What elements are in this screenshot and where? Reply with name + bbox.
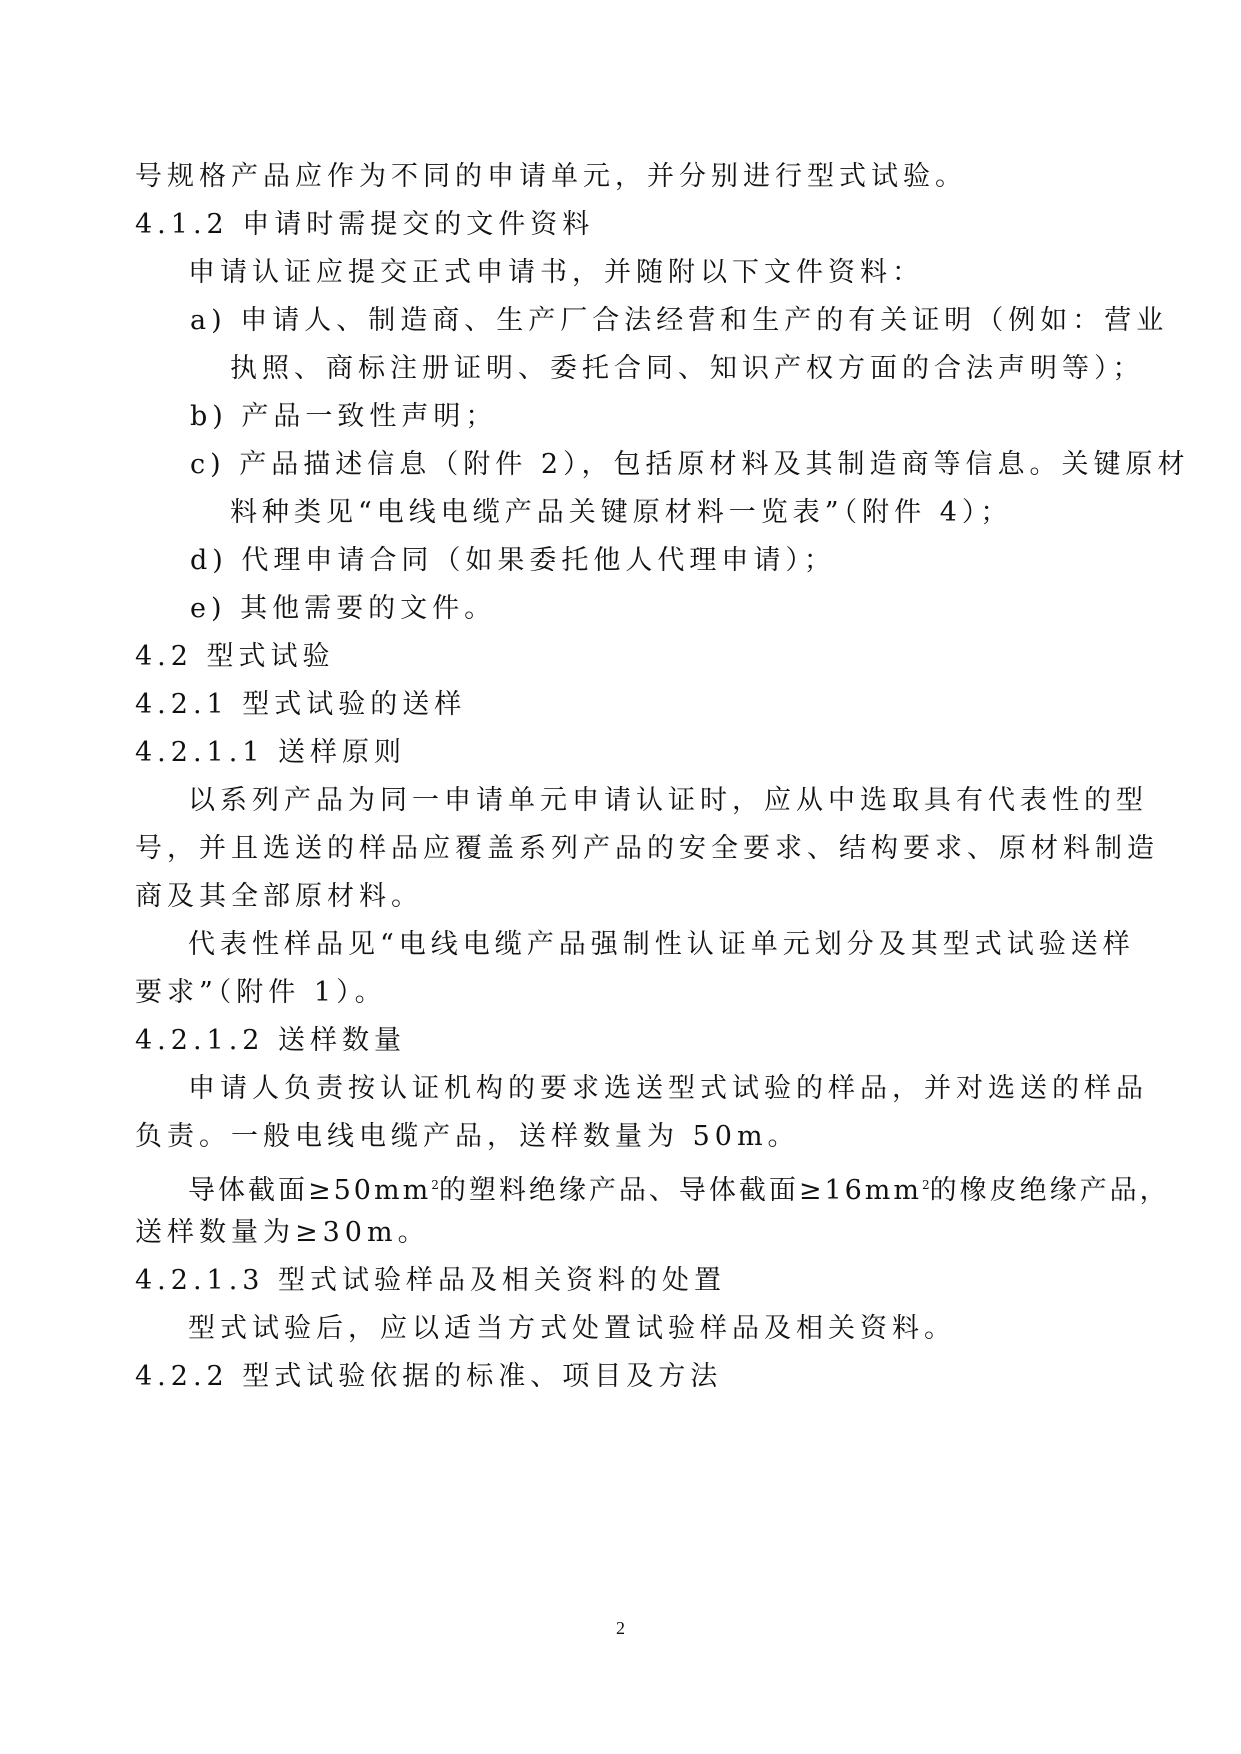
text-line-22-part-1: 导体截面≥50mm <box>188 1175 432 1206</box>
text-line-18: 要求”（附件 1）。 <box>135 977 387 1008</box>
page-number: 2 <box>616 1618 625 1638</box>
section-heading-4-2-1: 4.2.1 型式试验的送样 <box>135 689 467 720</box>
superscript-2-first: 2 <box>431 1178 439 1192</box>
section-heading-4-2-2: 4.2.2 型式试验依据的标准、项目及方法 <box>135 1361 723 1392</box>
text-line-23: 送样数量为≥30m。 <box>135 1217 430 1248</box>
text-line-22-part-3: 的橡皮绝缘产品， <box>929 1175 1170 1206</box>
text-line-22-part-2: 的塑料绝缘产品、导体截面≥16mm <box>438 1175 923 1206</box>
text-line-20: 申请人负责按认证机构的要求选送型式试验的样品，并对选送的样品 <box>188 1073 1148 1104</box>
text-line-16: 商及其全部原材料。 <box>135 881 423 912</box>
list-item-d: d) 代理申请合同（如果委托他人代理申请）； <box>190 545 836 576</box>
text-line-14: 以系列产品为同一申请单元申请认证时，应从中选取具有代表性的型 <box>188 785 1148 816</box>
list-item-e: e) 其他需要的文件。 <box>190 593 497 624</box>
text-line-25: 型式试验后，应以适当方式处置试验样品及相关资料。 <box>188 1313 956 1344</box>
text-line-3: 申请认证应提交正式申请书，并随附以下文件资料： <box>188 257 924 288</box>
superscript-2-second: 2 <box>922 1178 930 1192</box>
section-heading-4-2-1-3: 4.2.1.3 型式试验样品及相关资料的处置 <box>135 1265 727 1296</box>
list-item-c: c) 产品描述信息（附件 2），包括原材料及其制造商等信息。关键原材 <box>190 449 1190 480</box>
section-heading-4-1-2: 4.1.2 申请时需提交的文件资料 <box>135 209 595 240</box>
section-heading-4-2-1-2: 4.2.1.2 送样数量 <box>135 1025 407 1056</box>
text-line-15: 号，并且选送的样品应覆盖系列产品的安全要求、结构要求、原材料制造 <box>135 833 1159 864</box>
text-line-17: 代表性样品见“电线电缆产品强制性认证单元划分及其型式试验送样 <box>188 929 1135 960</box>
text-line-1: 号规格产品应作为不同的申请单元，并分别进行型式试验。 <box>135 161 967 192</box>
section-heading-4-2: 4.2 型式试验 <box>135 641 335 672</box>
section-heading-4-2-1-1: 4.2.1.1 送样原则 <box>135 737 407 768</box>
list-item-a-continued: 执照、商标注册证明、委托合同、知识产权方面的合法声明等）； <box>230 353 1145 384</box>
list-item-c-continued: 料种类见“电线电缆产品关键原材料一览表”（附件 4）； <box>230 497 1013 528</box>
list-item-b: b) 产品一致性声明； <box>190 401 498 432</box>
list-item-a: a) 申请人、制造商、生产厂合法经营和生产的有关证明（例如：营业 <box>190 305 1169 336</box>
text-line-21: 负责。一般电线电缆产品，送样数量为 50m。 <box>135 1121 800 1152</box>
